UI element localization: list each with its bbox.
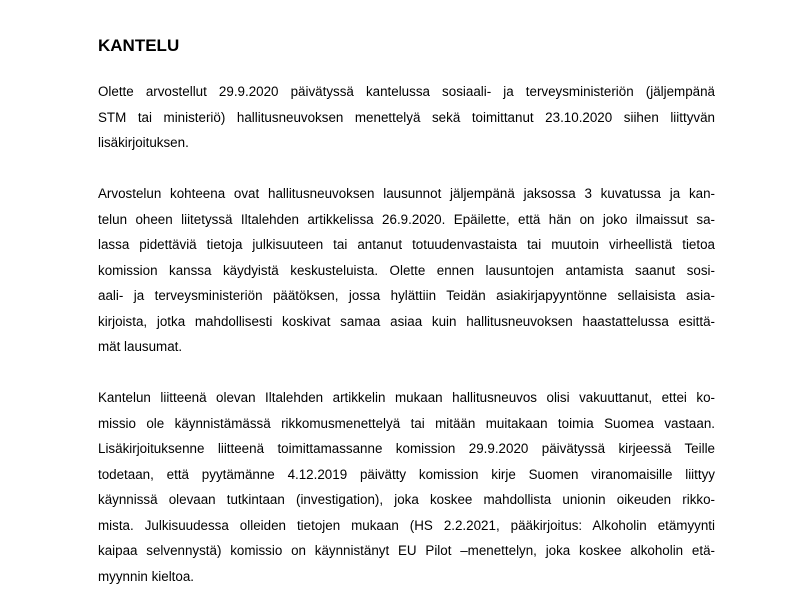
text-line: Arvostelun kohteena ovat hallitusneuvoksen lausunnot jäljempänä jaksossa 3 kuvatussa ja kan-	[98, 186, 715, 201]
document-heading: KANTELU	[98, 36, 180, 55]
text-line: kaipaa selvennystä) komissio on käynnistänyt EU Pilot –menettelyn, joka koskee alkoholin etä-	[98, 543, 715, 558]
text-line: todetaan, että pyytämänne 4.12.2019 päivätty komission kirje Suomen viranomaisille liittyy	[98, 466, 715, 482]
paragraph-1	[98, 79, 715, 156]
text-line: käynnissä olevaan tutkintaan (investigation), joka koskee mahdollista unionin oikeuden rikko-	[98, 492, 715, 507]
text-line: Olette arvostellut 29.9.2020 päivätyssä kantelussa sosiaali- ja terveysministeriön (jäljempänä	[98, 84, 715, 99]
paragraph-2	[98, 181, 715, 360]
text-line: Kantelun liitteenä olevan Iltalehden artikkelin mukaan hallitusneuvos olisi vakuuttanut, ettei ko-	[98, 390, 715, 405]
text-line: lisäkirjoituksen.	[98, 135, 189, 150]
text-line: aali- ja terveysministeriön päätöksen, jossa hylättiin Teidän asiakirjapyyntönne sellaisista asia-	[98, 288, 715, 303]
text-line: lassa pidettäviä tietoja julkisuuteen tai antanut totuudenvastaista tai muutoin virheellistä tietoa	[98, 237, 715, 252]
text-line: mät lausumat.	[98, 339, 183, 354]
paragraph-3	[98, 385, 715, 589]
text-line: STM tai ministeriö) hallitusneuvoksen menettelyä sekä toimittanut 23.10.2020 siihen liittyvän	[98, 109, 715, 125]
text-line: kirjoista, jotka mahdollisesti koskivat samaa asiaa kuin hallitusneuvoksen haastattelussa esittä-	[98, 313, 715, 329]
text-line: mista. Julkisuudessa olleiden tietojen mukaan (HS 2.2.2021, pääkirjoitus: Alkoholin etämyynti	[98, 517, 715, 533]
text-line: missio ole käynnistämässä rikkomusmenettelyä tai mitään muitakaan toimia Suomea vastaan.	[98, 415, 715, 431]
text-line: telun oheen liitetyssä Iltalehden artikkelissa 26.9.2020. Epäilette, että hän on joko ilmaissut sa-	[98, 211, 715, 227]
text-line: komission kanssa käydyistä keskusteluista. Olette ennen lausuntojen antamista saanut sosi-	[98, 262, 715, 278]
text-line: Lisäkirjoituksenne liitteenä toimittamassanne komission 29.9.2020 päivätyssä kirjeessä Teille	[98, 441, 715, 456]
text-line: myynnin kieltoa.	[98, 568, 195, 584]
